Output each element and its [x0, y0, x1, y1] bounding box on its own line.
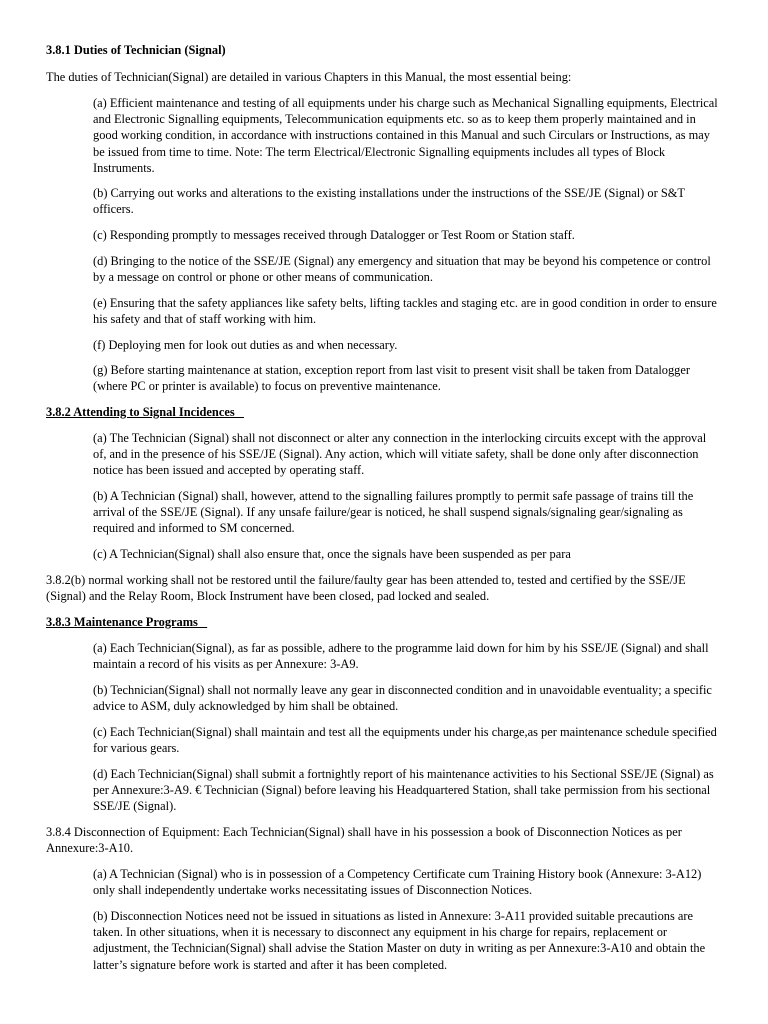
section-3-8-3-heading [46, 614, 722, 630]
section-3-8-2-item-b: (b) A Technician (Signal) shall, however, attend to the signalling failures promptly to permit safe passage of trains till the arrival of the SSE/JE (Signal). If any unsafe failure/gear is noticed, he shall suspend signals/signaling gear/signaling as required and informed to SM concerned. [93, 489, 694, 536]
section-3-8-1-item-c: (c) Responding promptly to messages received through Datalogger or Test Room or Station staff. [93, 228, 575, 242]
section-3-8-1-item-a: (a) Efficient maintenance and testing of all equipments under his charge such as Mechanical Signalling equipments, Electrical and Electronic Signalling equipments, Telecommunication equipments etc. so as to keep them properly maintained and in good working condition, in accordance with instructions contained in this Manual and such Circulars or Instructions, as may be issued from time to time. Note: The term Electrical/Electronic Signalling equipments includes all types of Block Instruments. [93, 96, 718, 175]
section-3-8-1-item-f: (f) Deploying men for look out duties as and when necessary. [93, 338, 398, 352]
section-3-8-3-item-b: (b) Technician(Signal) shall not normally leave any gear in disconnected condition and in unavoidable eventuality; a specific advice to ASM, duly acknowledged by him shall be obtained. [93, 683, 712, 714]
section-3-8-3-heading-text: 3.8.3 Maintenance Programs [46, 615, 208, 629]
section-3-8-2-heading [46, 404, 722, 420]
section-3-8-2-continuation: 3.8.2(b) normal working shall not be restored until the failure/faulty gear has been attended to, tested and certified by the SSE/JE (Signal) and the Relay Room, Block Instrument have been closed, pad locked and sealed. [46, 573, 686, 604]
section-3-8-2-heading-text: 3.8.2 Attending to Signal Incidences [46, 405, 244, 419]
section-3-8-2-item-a: (a) The Technician (Signal) shall not disconnect or alter any connection in the interlocking circuits except with the approval of, and in the presence of his SSE/JE (Signal). Any action, which will vitiate safety, shall be done only after disconnection notice has been issued and accepted by operating staff. [93, 431, 707, 478]
section-3-8-1-heading: 3.8.1 Duties of Technician (Signal) [46, 43, 226, 57]
section-3-8-1-item-g: (g) Before starting maintenance at station, exception report from last visit to present visit shall be taken from Datalogger (where PC or printer is available) to focus on preventive maintenance. [93, 363, 690, 394]
section-3-8-4-intro: 3.8.4 Disconnection of Equipment: Each Technician(Signal) shall have in his possession a book of Disconnection Notices as per Annexure:3-A10. [46, 825, 682, 856]
section-3-8-1-item-b: (b) Carrying out works and alterations to the existing installations under the instructions of the SSE/JE (Signal) or S&T officers. [93, 186, 685, 217]
section-3-8-1-item-d: (d) Bringing to the notice of the SSE/JE (Signal) any emergency and situation that may be beyond his competence or control by a message on control or phone or other means of communication. [93, 254, 711, 285]
section-3-8-3-item-a: (a) Each Technician(Signal), as far as possible, adhere to the programme laid down for him by his SSE/JE (Signal) and shall maintain a record of his visits as per Annexure: 3-A9. [93, 641, 709, 672]
section-3-8-3-item-c: (c) Each Technician(Signal) shall maintain and test all the equipments under his charge,as per maintenance schedule specified for various gears. [93, 725, 717, 756]
section-3-8-1-item-e: (e) Ensuring that the safety appliances like safety belts, lifting tackles and staging etc. are in good condition in order to ensure his safety and that of staff working with him. [93, 296, 717, 327]
section-3-8-2-item-c: (c) A Technician(Signal) shall also ensure that, once the signals have been suspended as per para [93, 547, 571, 561]
section-3-8-4-item-b: (b) Disconnection Notices need not be issued in situations as listed in Annexure: 3-A11 provided suitable precautions are taken. In other situations, when it is necessary to disconnect any equipment in his charge for repairs, replacement or adjustment, the Technician(Signal) shall advise the Station Master on duty in writing as per Annexure:3-A10 and obtain the latter’s signature before work is started and after it has been completed. [93, 909, 706, 972]
section-3-8-3-item-d: (d) Each Technician(Signal) shall submit a fortnightly report of his maintenance activities to his Sectional SSE/JE (Signal) as per Annexure:3-A9. € Technician (Signal) before leaving his Headquartered Station, shall take permission from his sectional SSE/JE (Signal). [93, 767, 714, 814]
section-3-8-1-intro: The duties of Technician(Signal) are detailed in various Chapters in this Manual, the most essential being: [46, 70, 572, 84]
section-3-8-4-item-a: (a) A Technician (Signal) who is in possession of a Competency Certificate cum Training History book (Annexure: 3-A12) only shall independently undertake works necessitating issues of Disconnection Notices. [93, 867, 702, 898]
